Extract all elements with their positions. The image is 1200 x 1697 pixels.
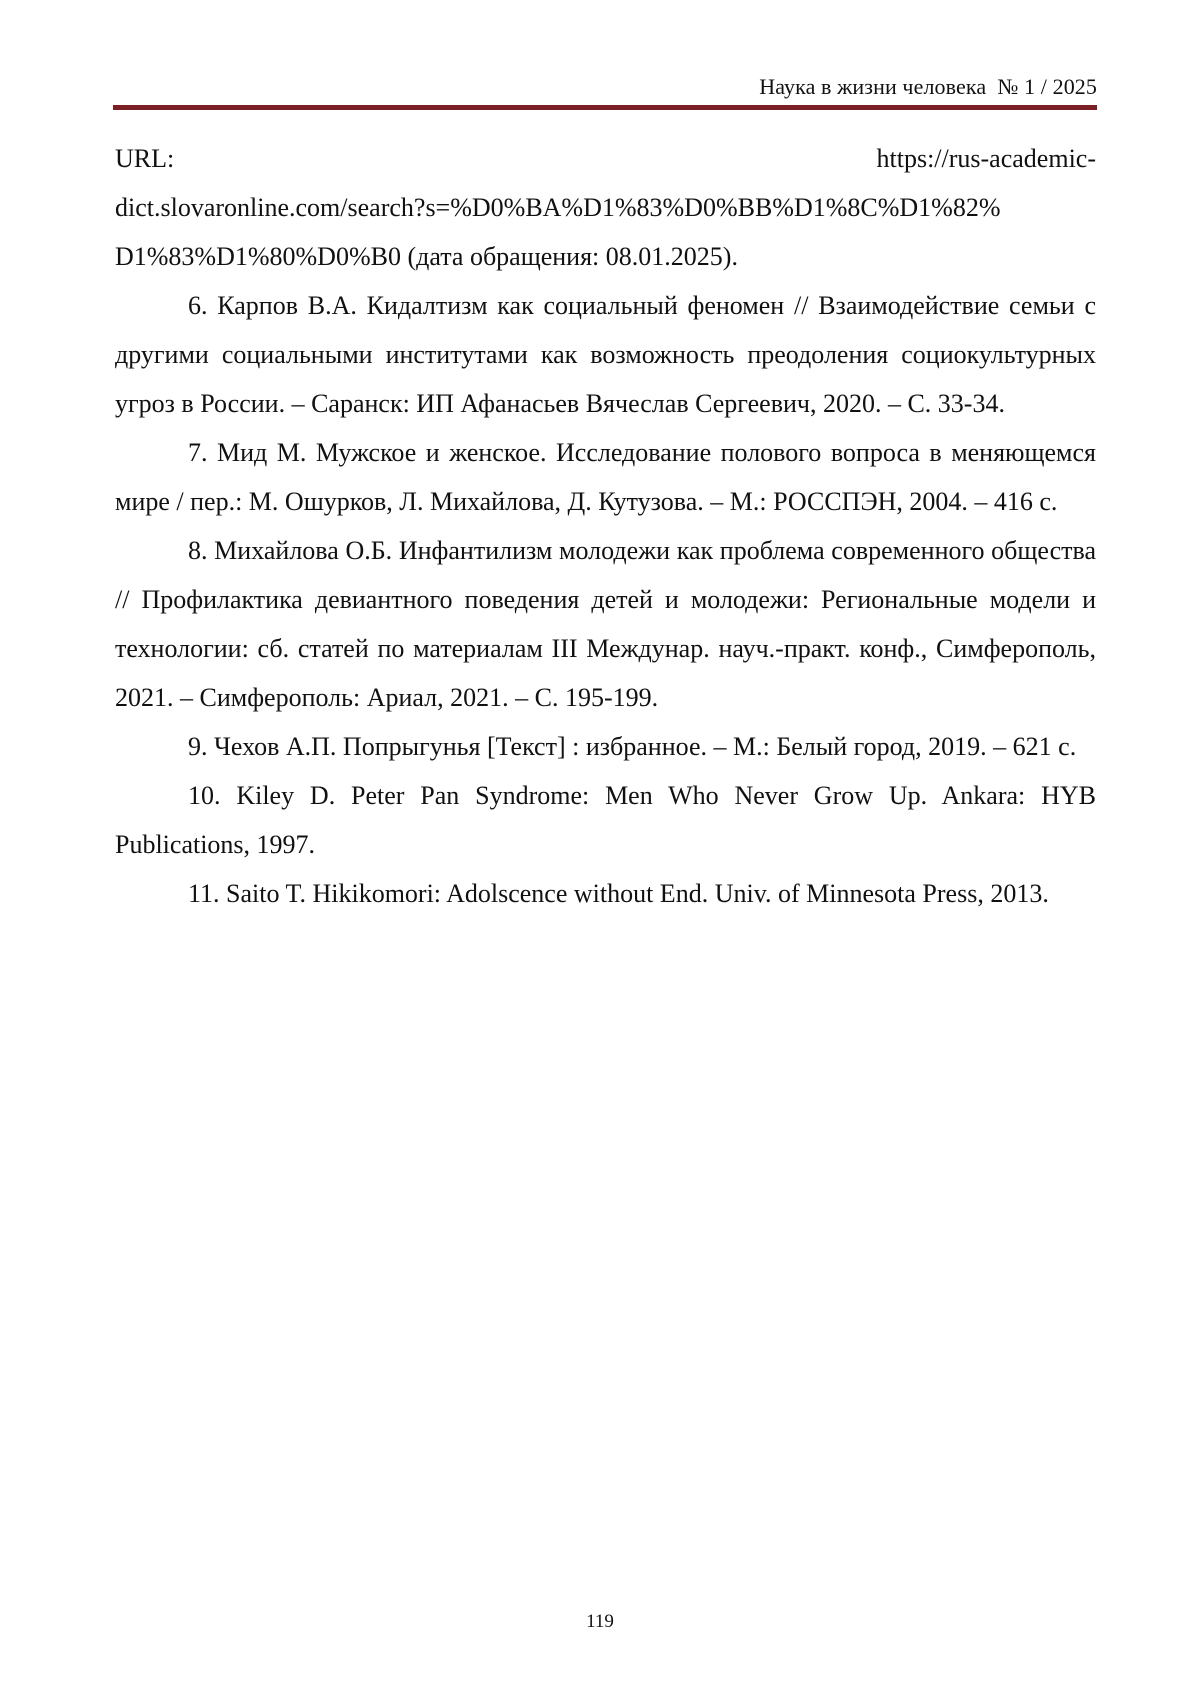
header-divider <box>113 105 1097 110</box>
url-label: URL: <box>115 144 175 173</box>
reference-item: 10. Kiley D. Peter Pan Syndrome: Men Who Never Grow Up. Ankara: HYB Publications, 1997. <box>115 781 1096 859</box>
reference-url-line <box>115 134 1096 183</box>
reference-item: 7. Мид М. Мужское и женское. Исследование полового вопроса в меняющемся мире / пер.: М. Ошурков, Л. Михайлова, Д. Кутузова. – М.: РОССПЭН, 2004. – 416 с. <box>115 438 1096 516</box>
reference-list <box>115 134 1096 918</box>
reference-item: 8. Михайлова О.Б. Инфантилизм молодежи как проблема современного общества // Профилактика девиантного поведения детей и молодежи: Региональные модели и технологии: сб. статей по материалам III Междунар. науч.-практ. конф., Симферополь, 2021. – Симферополь: Ариал, 2021. – С. 195-199. <box>115 536 1096 712</box>
url-text-start[interactable]: https://rus-academic- <box>876 144 1096 173</box>
reference-item: 6. Карпов В.А. Кидалтизм как социальный феномен // Взаимодействие семьи с другими социальными институтами как возможность преодоления социокультурных угроз в России. – Саранск: ИП Афанасьев Вячеслав Сергеевич, 2020. – С. 33-34. <box>115 291 1096 418</box>
journal-title: Наука в жизни человека <box>759 74 987 99</box>
url-text-end[interactable]: D1%83%D1%80%D0%B0 <box>115 242 401 271</box>
running-header <box>113 72 1097 102</box>
reference-item: 9. Чехов А.П. Попрыгунья [Текст] : избранное. – М.: Белый город, 2019. – 621 с. <box>188 732 1077 761</box>
access-date: (дата обращения: 08.01.2025). <box>400 242 738 271</box>
reference-continuation <box>115 183 1096 281</box>
reference-item: 11. Saito T. Hikikomori: Adolscence without End. Univ. of Minnesota Press, 2013. <box>188 879 1049 908</box>
page-number: 119 <box>586 1611 614 1632</box>
issue-number: № 1 / 2025 <box>997 74 1097 99</box>
url-text-middle[interactable]: dict.slovaronline.com/search?s=%D0%BA%D1%83%D0%BB%D1%8C%D1%82% <box>115 193 1001 222</box>
